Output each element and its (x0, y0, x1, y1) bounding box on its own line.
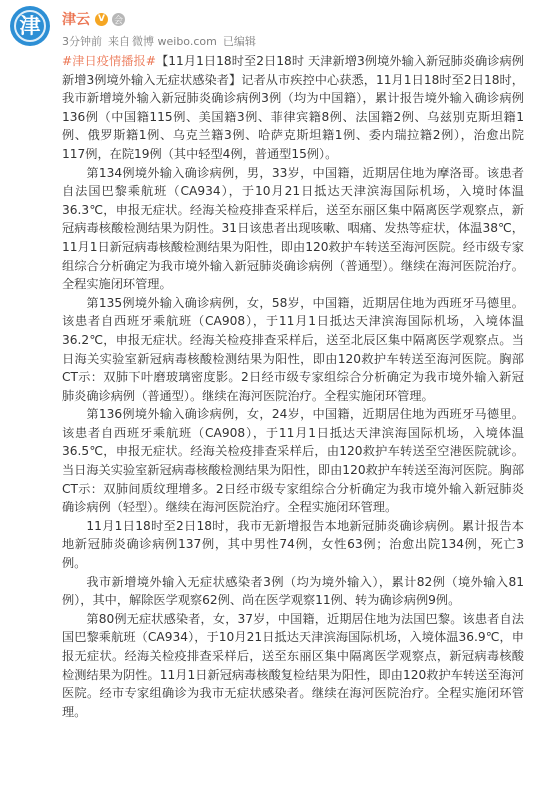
post-paragraph: 第136例境外输入确诊病例，女，24岁，中国籍，近期居住地为西班牙马德里。该患者自西班牙乘航班（CA908），于11月1日抵达天津滨海国际机场，入境体温36.5℃，申报无症状。经海关检疫排查采样后，由120救护车转送至空港医院就诊。当日海关实验室新冠病毒核酸检测结果为阳性，即由120救护车转送至海河医院。胸部CT示：双肺间质纹理增多。2日经市级专家组综合分析确定为我市境外输入新冠肺炎确诊病例（轻型）。继续在海河医院治疗。全程实施闭环管理。 (62, 407, 525, 515)
topic-link[interactable]: #津日疫情播报# (62, 54, 156, 68)
avatar-ring (14, 10, 46, 42)
post-paragraph: 我市新增境外输入无症状感染者3例（均为境外输入），累计82例（境外输入81例），其中，解除医学观察62例、尚在医学观察11例、转为确诊病例9例。 (62, 574, 524, 608)
post-paragraph: 11月1日18时至2日18时，我市无新增报告本地新冠肺炎确诊病例。累计报告本地新冠肺炎确诊病例137例，其中男性74例，女性63例；治愈出院134例，死亡3例。 (62, 518, 524, 571)
avatar-text: 津 (19, 13, 41, 38)
post-content (62, 52, 524, 721)
paragraph-text: 【11月1日18时至2日18时 天津新增3例境外输入新冠肺炎确诊病例 新增3例境外输入无症状感染者】记者从市疾控中心获悉，11月1日18时至2日18时，我市新增境外输入新冠肺炎确诊病例3例（均为中国籍），累计报告境外输入确诊病例136例（中国籍115例、美国籍3例、菲律宾籍8例、法国籍2例、乌兹别克斯坦籍1例、俄罗斯籍1例、乌克兰籍3例、哈萨克斯坦籍1例、委内瑞拉籍2例），治愈出院117例，在院19例（其中轻型4例，普通型15例）。 (62, 54, 524, 161)
avatar[interactable] (10, 6, 50, 46)
post-paragraph: 第135例境外输入确诊病例，女，58岁，中国籍，近期居住地为西班牙马德里。该患者自西班牙乘航班（CA908），于11月1日抵达天津滨海国际机场，入境体温36.2℃，申报无症状。经海关检疫排查采样后，送至北辰区集中隔离医学观察点。当日海关实验室新冠病毒核酸检测结果为阳性，即由120救护车转送至海河医院。胸部CT示：双肺下叶磨玻璃密度影。2日经市级专家组综合分析确定为我市境外输入新冠肺炎确诊病例（普通型）。继续在海河医院治疗。全程实施闭环管理。 (62, 295, 524, 403)
member-icon[interactable]: 会 (112, 13, 125, 26)
post-paragraph (62, 52, 524, 164)
post-source[interactable]: 微博 weibo.com (132, 35, 217, 48)
verified-icon[interactable]: V (95, 13, 108, 26)
post-time[interactable]: 3分钟前 (62, 35, 102, 48)
edited-label: 已编辑 (222, 35, 256, 48)
post-paragraph: 第80例无症状感染者，女，37岁，中国籍，近期居住地为法国巴黎。该患者自法国巴黎乘航班（CA934），于10月21日抵达天津滨海国际机场，入境体温36.9℃，申报无症状。经海关检疫排查采样后，送至东丽区集中隔离医学观察点，新冠病毒核酸检测结果为阴性。11月1日新冠病毒核酸复检结果为阳性，即由120救护车转送至海河医院。经市专家组确诊为我市无症状感染者。继续在海河医院治疗。全程实施闭环管理。 (62, 611, 524, 719)
post-paragraph: 第134例境外输入确诊病例，男，33岁，中国籍，近期居住地为摩洛哥。该患者自法国巴黎乘航班（CA934），于10月21日抵达天津滨海国际机场，入境时体温36.3℃，申报无症状。经海关检疫排查采样后，送至东丽区集中隔离医学观察点，新冠病毒核酸检测结果为阴性。31日该患者出现咳嗽、咽痛、发热等症状，体温38℃，11月1日新冠病毒核酸检测结果为阳性，即由120救护车转送至海河医院。经市级专家组综合分析确定为我市境外输入新冠肺炎确诊病例（普通型）。继续在海河医院治疗。全程实施闭环管理。 (62, 165, 524, 292)
source-prefix: 来自 (108, 35, 130, 48)
username-link[interactable]: 津云 (62, 12, 90, 28)
post-header (0, 0, 535, 52)
post-meta (62, 33, 262, 49)
user-row (62, 9, 125, 29)
